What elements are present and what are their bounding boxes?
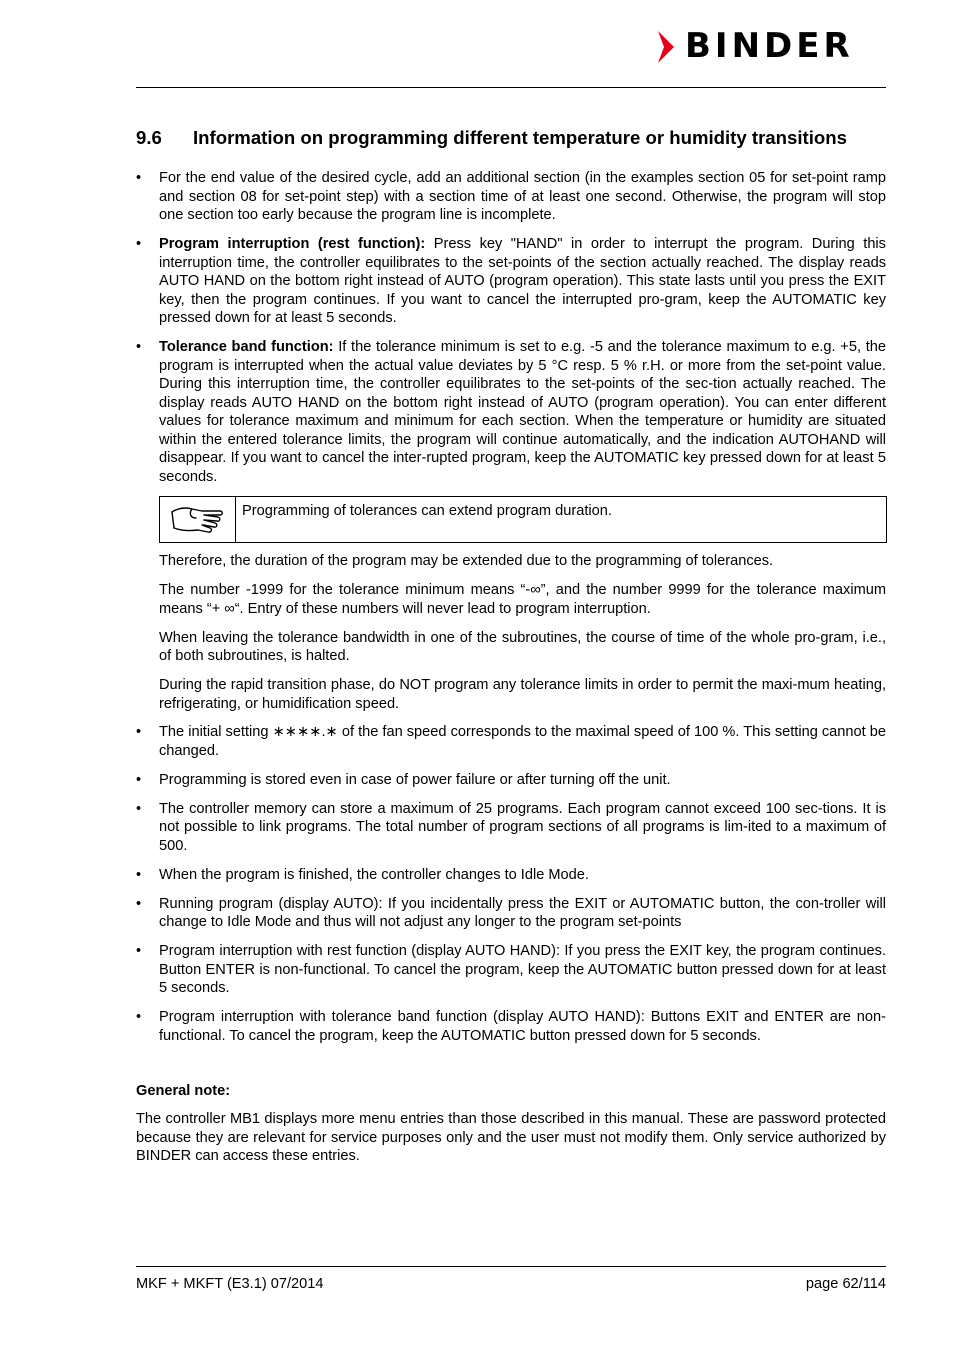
list-item: • For the end value of the desired cycle, add an additional section (in the examples section 05 for set-point ramp and section 08 for set-point step) with a section time of at least one second. Otherwise, the program will stop one section too early because the program line is incomplete. [136,169,886,225]
list-item: • When the program is finished, the controller changes to Idle Mode. [136,866,886,885]
pointing-hand-icon [160,497,236,542]
section-number: 9.6 [136,127,162,148]
binder-logo-mark-icon [655,29,681,65]
paragraph: The number -1999 for the tolerance minimum means “-∞”, and the number 9999 for the tolerance maximum means “+ ∞“. Entry of these numbers will never lead to program interruption. [159,582,886,617]
bullet-lead: Tolerance band function: [159,339,334,355]
list-item: • Program interruption (rest function): Press key "HAND" in order to interrupt the program. During this interruption time, the controller equilibrates to the set-points of the section actually reached. The display reads AUTO HAND on the bottom right instead of AUTO (program operation). This state lasts until you press the EXIT key, then the program continues. If you want to cancel the interrupted pro-gram, keep the AUTOMATIC key pressed down for at least 5 seconds. [136,235,886,328]
bullet-lead: Program interruption (rest function): [159,236,426,252]
page-footer [136,1276,886,1292]
note-text: Programming of tolerances can extend program duration. [242,503,612,519]
general-note-heading: General note: [136,1082,231,1099]
list-item: • Tolerance band function: If the tolerance minimum is set to e.g. -5 and the tolerance maximum to e.g. +5, the program is interrupted when the actual value deviates by 5 °C resp. 5 % r.H. or more from the set-point value. During this interruption time, the controller equilibrates to the set-points of the sec-tion actually reached. The display reads AUTO HAND on the bottom right instead of AUTO (program operation). You can enter different values for tolerance maximum and minimum for each section. When the temperature or humidity are situated within the entered tolerance limits, the program will continue automatically, and the indication AUTOHAND will disappear. If you want to cancel the inter-rupted program, keep the AUTOMATIC key pressed down for at least 5 seconds. [136,338,886,486]
footer-rule [136,1266,886,1267]
paragraph: During the rapid transition phase, do NOT program any tolerance limits in order to permit the maxi-mum heating, refrigerating, or humidification speed. [159,677,886,712]
list-item: • Running program (display AUTO): If you incidentally press the EXIT or AUTOMATIC button, the con-troller will change to Idle Mode and thus will not adjust any longer to the program set-points [136,895,886,932]
document-id: MKF + MKFT (E3.1) 07/2014 [136,1276,324,1292]
paragraph: Therefore, the duration of the program may be extended due to the programming of tolerances. [159,553,774,569]
page-body [136,169,886,1166]
list-item: • The initial setting ∗∗∗∗.∗ of the fan speed corresponds to the maximal speed of 100 %. This setting cannot be changed. [136,723,886,760]
list-item: • Program interruption with rest function (display AUTO HAND): If you press the EXIT key, the program continues. Button ENTER is non-functional. To cancel the program, keep the AUTOMATIC button pressed down for at least 5 seconds. [136,942,886,998]
section-heading [136,126,896,150]
page-number: page 62/114 [805,1276,886,1292]
section-title: Information on programming different temperature or humidity transitions [193,127,847,148]
paragraph: When leaving the tolerance bandwidth in one of the subroutines, the course of time of the whole pro-gram, i.e., of both subroutines, is halted. [159,629,886,664]
list-item: • Programming is stored even in case of power failure or after turning off the unit. [136,771,886,790]
brand-name: BINDER [685,26,854,66]
general-note-text: The controller MB1 displays more menu entries than those described in this manual. These are password protected because they are relevant for service purposes only and the user must not modify them. Only service authorized by BINDER can access these entries. [136,1111,886,1164]
list-item: • Program interruption with tolerance band function (display AUTO HAND): Buttons EXIT and ENTER are non-functional. To cancel the program, keep the AUTOMATIC button pressed down for 5 seconds. [136,1008,886,1045]
header-rule [136,87,886,88]
binder-logo [655,26,887,66]
note-box [159,496,887,543]
list-item: • The controller memory can store a maximum of 25 programs. Each program cannot exceed 100 sec-tions. It is not possible to link programs. The total number of program sections of all programs is lim-ited to a maximum of 500. [136,800,886,856]
